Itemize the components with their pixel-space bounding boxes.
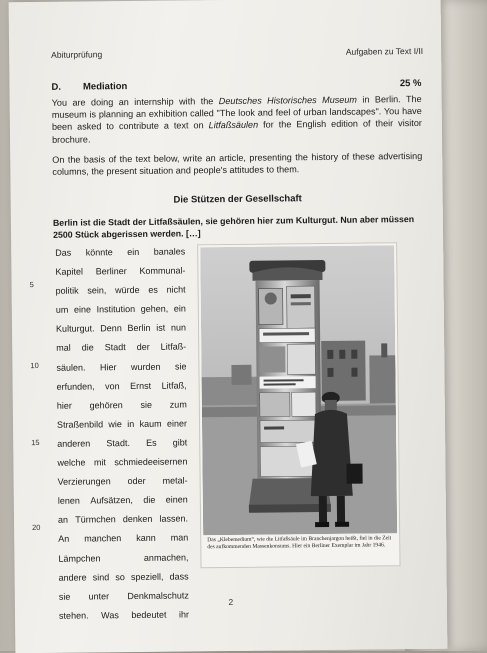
article-line: an Türmchen denken lassen. bbox=[57, 513, 189, 526]
article-line: anderen Stadt. Es gibt bbox=[57, 437, 188, 449]
article-line: säulen. Hier wurden sie bbox=[56, 361, 187, 373]
article-line: politik sein, würde es nicht bbox=[55, 284, 186, 296]
article-line: hier gehören sie zum bbox=[56, 399, 187, 411]
task-text: for the English edition of their visitor brochure. bbox=[51, 118, 422, 145]
museum-name: Deutsches Historisches Museum bbox=[218, 94, 358, 107]
section-label bbox=[51, 81, 127, 93]
photo-caption: Das „Klebemedium“, wie die Litfaßsäule im Branchenjargon heißt, fiel in die Zeit des aufkommenden Massenkonsums. Hier ein Berliner Exemplar im Jahr 1946. bbox=[207, 535, 392, 551]
article-line: andere sind so speziell, dass bbox=[58, 571, 189, 583]
litfass-term: Litfaßsäulen bbox=[208, 120, 259, 131]
article-column bbox=[55, 242, 189, 625]
article-line: lenen Aufsätzen, die einen bbox=[57, 494, 188, 507]
article-line: Verzierungen oder metal- bbox=[57, 475, 188, 487]
line-number: 10 bbox=[30, 360, 39, 371]
task-paragraph-2: On the basis of the text below, write an article, presenting the history of these advertising columns, the present situation and people's attitudes to them. bbox=[52, 150, 423, 178]
advertising-column-photo bbox=[200, 245, 397, 535]
task-paragraph-1 bbox=[52, 93, 422, 146]
article-line: um eine Institution gehen, ein bbox=[55, 303, 186, 316]
task-text: in Berlin. The museum is planning an exhibition called "The look and feel of urban landscapes". You have been asked to contribute a text on bbox=[51, 93, 422, 133]
section-points: 25 % bbox=[399, 77, 422, 90]
section-letter: D. bbox=[51, 81, 62, 93]
article-title: Die Stützen der Gesellschaft bbox=[173, 193, 302, 206]
line-number: 15 bbox=[31, 437, 40, 448]
section-heading bbox=[51, 78, 421, 93]
task-text: You are doing an internship with the bbox=[51, 96, 219, 108]
exam-page bbox=[9, 0, 448, 653]
article-line: stehen. Was bedeutet ihr bbox=[58, 609, 190, 621]
article-line: Kulturgut. Denn Berlin ist nun bbox=[55, 322, 187, 335]
article-line: Kapitel Berliner Kommunal- bbox=[55, 265, 186, 277]
article-line: erfunden, von Ernst Litfaß, bbox=[56, 380, 187, 392]
article-line: An manchen kann man bbox=[58, 532, 189, 545]
header-left: Abiturprüfung bbox=[51, 49, 103, 60]
line-number: 20 bbox=[32, 522, 41, 533]
article-line: Das könnte ein banales bbox=[55, 246, 186, 258]
article-line: mal die Stadt der Litfaß- bbox=[56, 341, 187, 354]
header-right: Aufgaben zu Text I/II bbox=[345, 45, 424, 57]
line-number: 5 bbox=[29, 280, 34, 290]
photo-figure bbox=[197, 242, 400, 568]
page-number: 2 bbox=[228, 596, 234, 608]
article-line: Lämpchen anmachen, bbox=[58, 551, 189, 564]
section-title: Mediation bbox=[82, 81, 128, 93]
article-line: welche mit schmiedeeisernen bbox=[57, 456, 188, 468]
article-line: sie unter Denkmalschutz bbox=[58, 590, 189, 602]
article-line: Straßenbild wie in kaum einer bbox=[56, 418, 188, 430]
article-lead: Berlin ist die Stadt der Litfaßsäulen, sie gehören hier zum Kulturgut. Nun aber müssen 2500 Stück abgerissen werden. […] bbox=[52, 214, 415, 240]
